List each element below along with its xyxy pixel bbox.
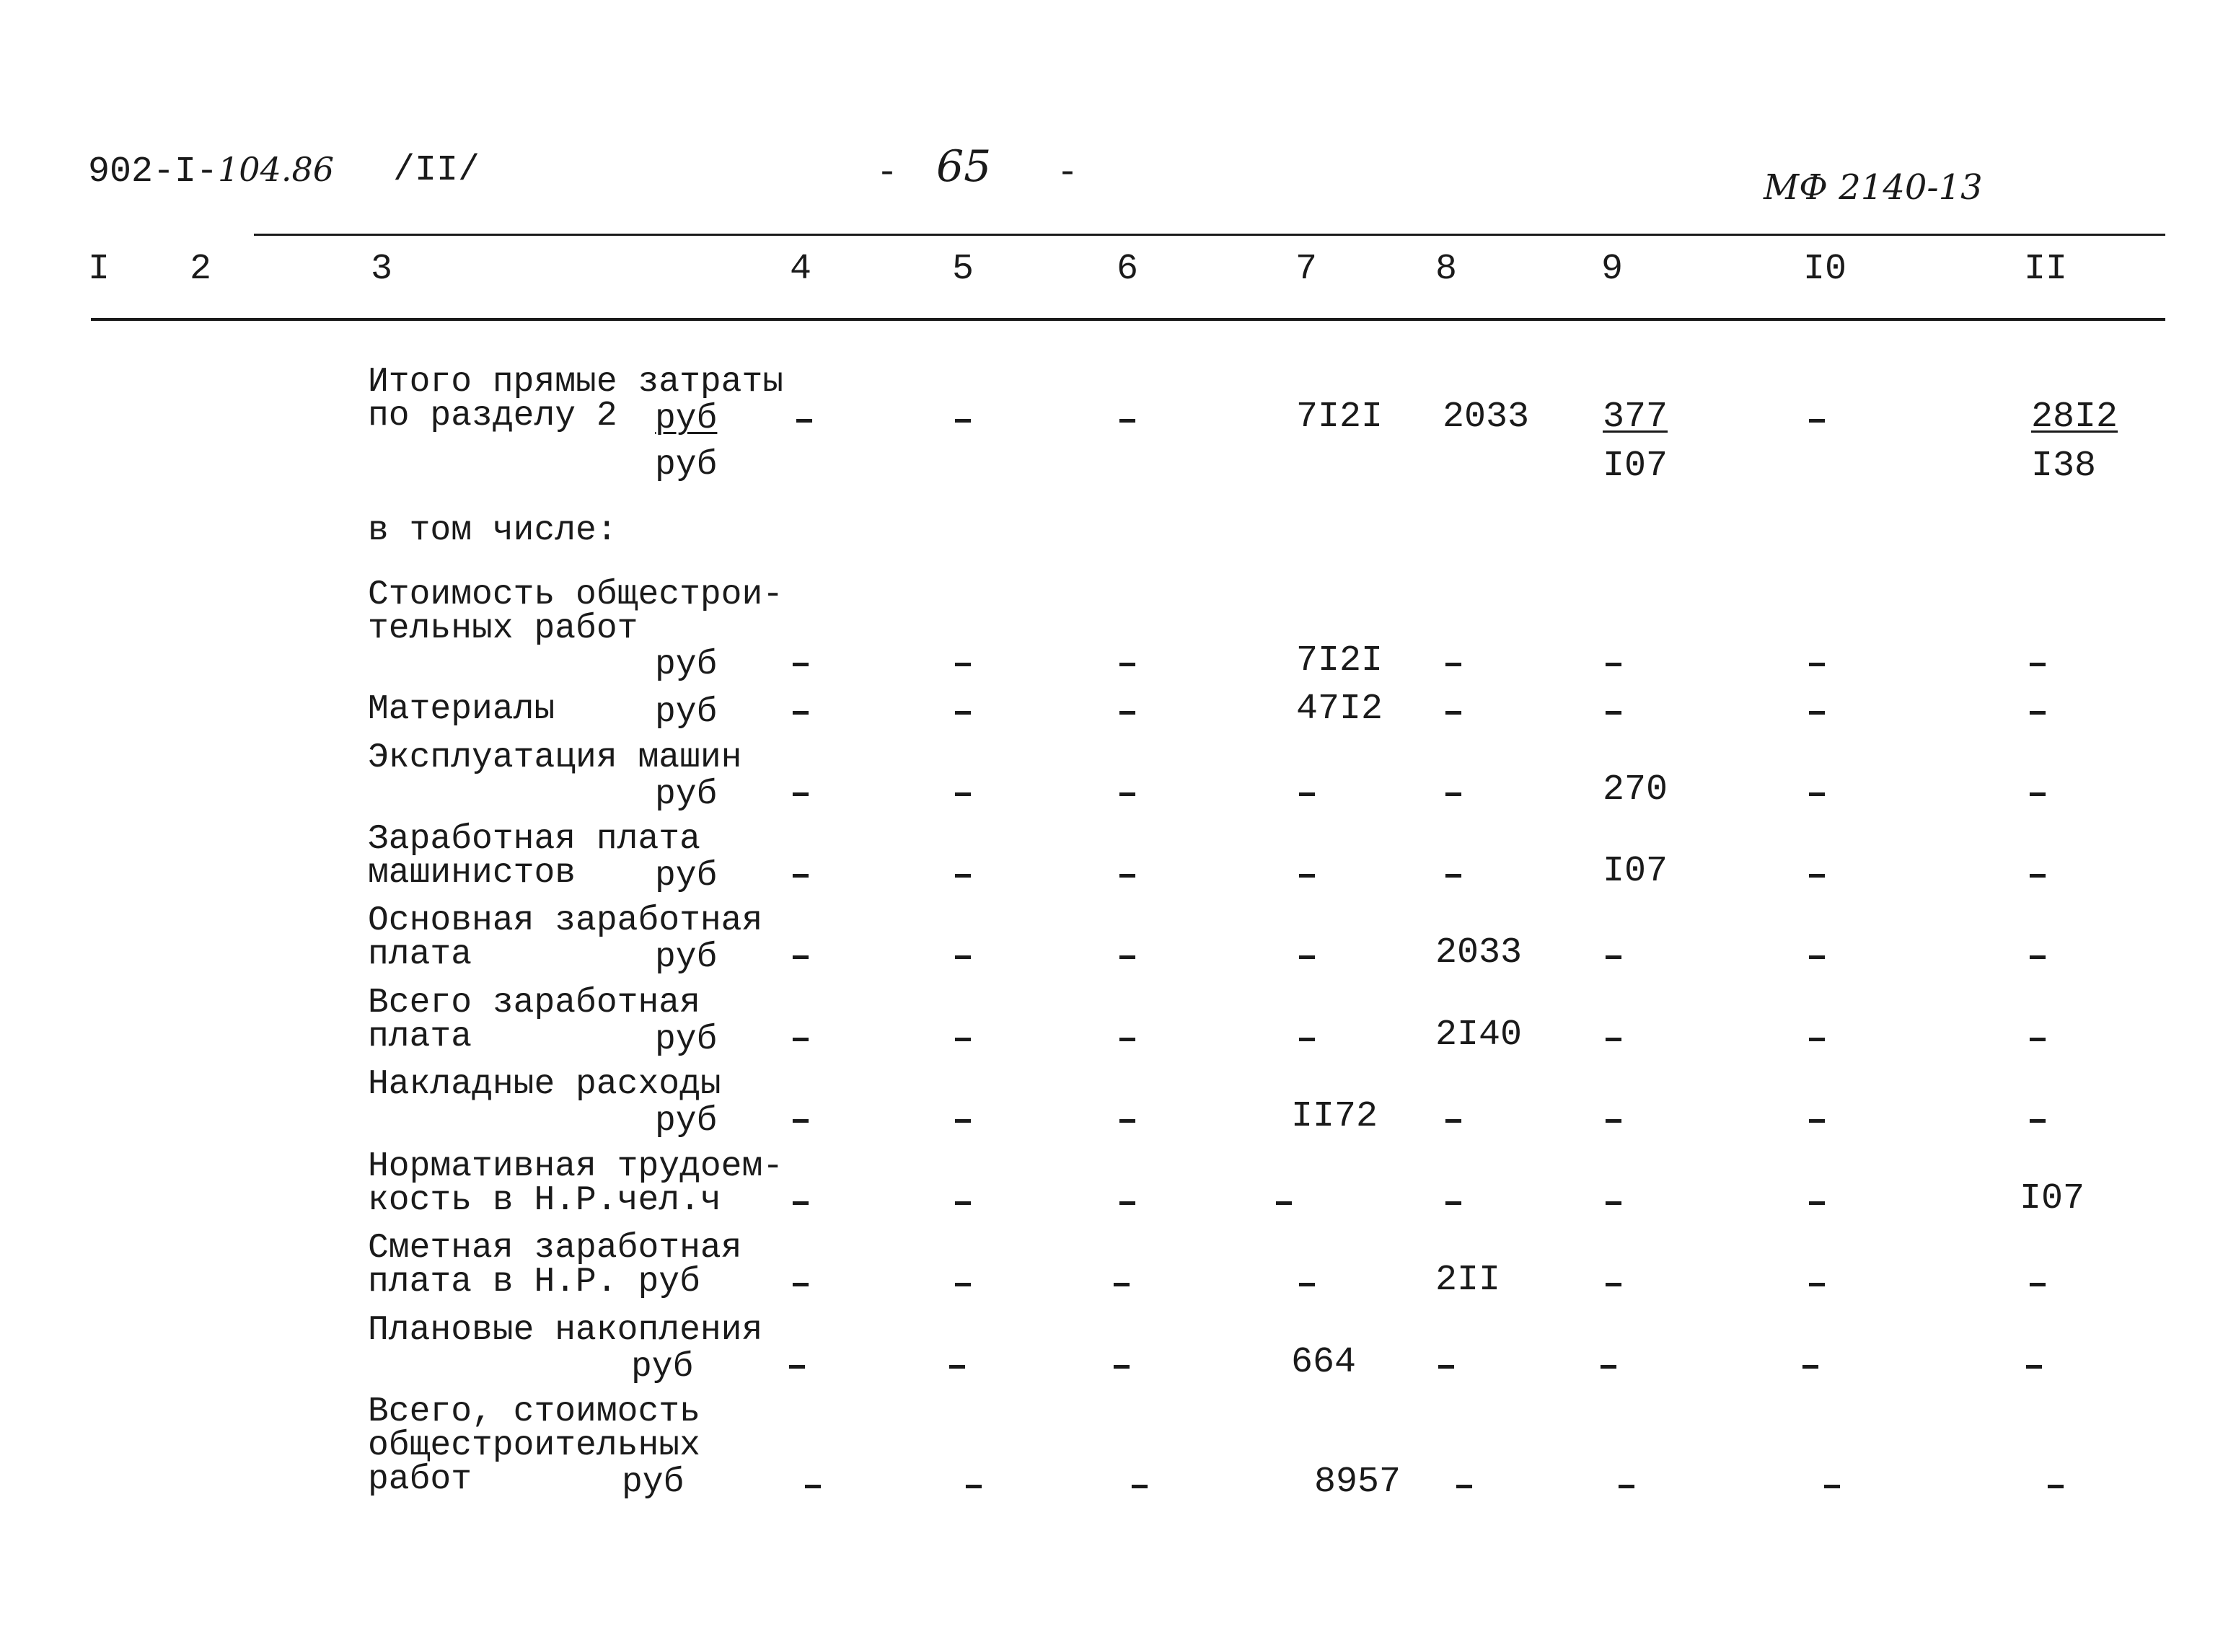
cell-col5: – [952,1100,974,1141]
row-unit: руб [655,399,718,438]
cell-col10: – [1806,1019,1828,1060]
cell-col7: – [1296,774,1319,815]
cell-col7: – [1296,1264,1319,1305]
cell-col6: – [1129,1466,1151,1507]
cell-col8: 2033 [1443,397,1530,438]
cell-col6: – [1117,855,1139,896]
cell-col9: I07 [1603,851,1668,892]
cell-col4: – [802,1466,824,1507]
cell-col4: – [790,1183,812,1224]
page-number-prefix: - [876,153,899,194]
cell-col11: – [2027,855,2049,896]
cell-col7: 7I2I [1296,640,1383,681]
cell-col6: – [1117,692,1139,733]
cell-col5: – [952,1264,974,1305]
page-number-suffix: - [1057,153,1079,194]
cell-col10: – [1821,1466,1844,1507]
cell-col7: 47I2 [1296,689,1383,730]
cell-col4: – [790,937,812,978]
cell-col10: – [1806,855,1828,896]
document-code-handwritten: 104.86 [218,150,334,189]
cell-col6: – [1117,937,1139,978]
document-code [88,150,334,193]
cell-col5: – [952,644,974,685]
cell-col9: – [1598,1346,1620,1387]
cell-col5: – [952,400,974,441]
cell-col11: 28I2 [2031,397,2118,438]
row-label-line: по разделу 2 [368,397,617,436]
column-header-7: 7 [1295,249,1318,290]
cell-col9-second: I07 [1603,446,1668,487]
cell-col10: – [1806,937,1828,978]
cell-col11: – [2027,1019,2049,1060]
cell-col8: – [1443,774,1465,815]
row-label-line: Материалы [368,690,555,729]
document-stamp: МФ 2140-13 [1764,167,1983,208]
cell-col8: – [1435,1346,1458,1387]
cell-col7: – [1273,1183,1295,1224]
cell-col11: I07 [2020,1178,2085,1219]
cell-col9: – [1603,1264,1625,1305]
cell-col4: – [786,1346,809,1387]
row-label-line: Итого прямые затраты [368,363,784,402]
cell-col5: – [952,937,974,978]
cell-col8: – [1443,855,1465,896]
cell-col9: 270 [1603,769,1668,810]
cell-col11-second: I38 [2031,446,2097,487]
cell-col4: – [790,1100,812,1141]
cell-col11: – [2023,1346,2046,1387]
cell-col9: – [1603,1100,1625,1141]
cell-col4: – [790,1019,812,1060]
cell-col8: – [1443,1100,1465,1141]
cell-col7: II72 [1291,1096,1378,1137]
cell-col8: 2033 [1435,932,1523,973]
cell-col6: – [1117,774,1139,815]
cell-col8: – [1443,644,1465,685]
cell-col6: – [1117,1183,1139,1224]
cell-col10: – [1800,1346,1822,1387]
cell-col7: 8957 [1314,1462,1401,1503]
column-header-1: I [88,249,110,290]
cell-col4: – [793,400,816,441]
row-label-line: работ [368,1460,472,1499]
cell-col6: – [1111,1346,1133,1387]
row-unit: руб [655,775,718,814]
cell-col5: – [952,1183,974,1224]
cell-col10: – [1806,774,1828,815]
cell-col5: – [952,855,974,896]
cell-col11: – [2027,644,2049,685]
cell-col8: 2II [1435,1260,1501,1301]
cell-col6: – [1117,1100,1139,1141]
cell-col9: – [1616,1466,1638,1507]
row-unit: руб [655,645,718,684]
row-unit: руб [622,1463,684,1502]
column-header-3: 3 [371,249,393,290]
cell-col4: – [790,1264,812,1305]
section-subheading: в том числе: [368,511,617,550]
column-header-9: 9 [1601,249,1624,290]
row-unit: руб [655,446,718,485]
cell-col4: – [790,644,812,685]
cell-col9: – [1603,1019,1625,1060]
cell-col11: – [2027,692,2049,733]
cell-col11: – [2027,937,2049,978]
cell-col6: – [1117,400,1139,441]
cell-col10: – [1806,1100,1828,1141]
cell-col7: 7I2I [1296,397,1383,438]
cell-col9: – [1603,644,1625,685]
cell-col5: – [952,774,974,815]
cell-col10: – [1806,1264,1828,1305]
row-unit: руб [655,1020,718,1059]
part-number: /II/ [393,150,480,191]
cell-col9: – [1603,937,1625,978]
cell-col8: 2I40 [1435,1015,1523,1056]
cell-col4: – [790,855,812,896]
column-header-2: 2 [190,249,212,290]
header-bottom-rule [91,318,2165,321]
cell-col6: – [1117,1019,1139,1060]
column-header-10: I0 [1803,249,1847,290]
cell-col11: – [2045,1466,2067,1507]
row-label-line: машинистов [368,854,576,893]
row-label-line: Всего, стоимость [368,1392,700,1431]
header-top-rule [254,234,2165,236]
cell-col7: – [1296,937,1319,978]
cell-col5: – [952,1019,974,1060]
row-unit: руб [655,938,718,977]
row-unit: руб [631,1348,694,1387]
row-label-line: плата [368,935,472,974]
cell-col8: – [1453,1466,1476,1507]
row-unit: руб [655,1102,718,1141]
row-label-line: кость в Н.Р.чел.ч [368,1181,721,1220]
cell-col11: – [2027,1264,2049,1305]
cell-col7: – [1296,855,1319,896]
cell-col8: – [1443,692,1465,733]
document-code-printed: 902-I- [88,151,219,193]
cell-col10: – [1806,644,1828,685]
row-label-line: Всего заработная [368,984,700,1022]
cell-col10: – [1806,400,1828,441]
cell-col10: – [1806,692,1828,733]
cell-col5: – [952,692,974,733]
cell-col9: 377 [1603,397,1668,438]
cell-col4: – [790,774,812,815]
cell-col7: – [1296,1019,1319,1060]
row-label-line: Накладные расходы [368,1065,721,1104]
row-label-line: Основная заработная [368,901,763,940]
cell-col11: – [2027,1100,2049,1141]
cell-col10: – [1806,1183,1828,1224]
row-label-line: Сметная заработная [368,1229,742,1268]
column-header-5: 5 [952,249,974,290]
row-label-line: тельных работ [368,609,638,648]
row-unit: руб [655,857,718,896]
row-label-line: плата [368,1017,472,1056]
cell-col5: – [946,1346,969,1387]
cell-col5: – [963,1466,985,1507]
row-label-line: общестроительных [368,1426,700,1465]
cell-col7: 664 [1291,1342,1357,1383]
cell-col9: – [1603,1183,1625,1224]
row-label-line: Плановые накопления [368,1311,763,1350]
cell-col4: – [790,692,812,733]
row-label-line: Стоимость общестрои- [368,575,784,614]
column-header-4: 4 [790,249,812,290]
cell-col9: – [1603,692,1625,733]
column-header-8: 8 [1435,249,1458,290]
row-label-line: Заработная плата [368,820,700,859]
page-number: 65 [936,141,992,192]
cell-col6: – [1117,644,1139,685]
row-unit: руб [655,693,718,732]
cell-col11: – [2027,774,2049,815]
row-label-line: Эксплуатация машин [368,738,742,777]
column-header-11: II [2024,249,2068,290]
column-header-6: 6 [1117,249,1139,290]
cell-col8: – [1443,1183,1465,1224]
row-label-line: Нормативная трудоем- [368,1147,784,1186]
cell-col6: – [1111,1264,1133,1305]
row-label-line: плата в Н.Р. руб [368,1263,700,1302]
